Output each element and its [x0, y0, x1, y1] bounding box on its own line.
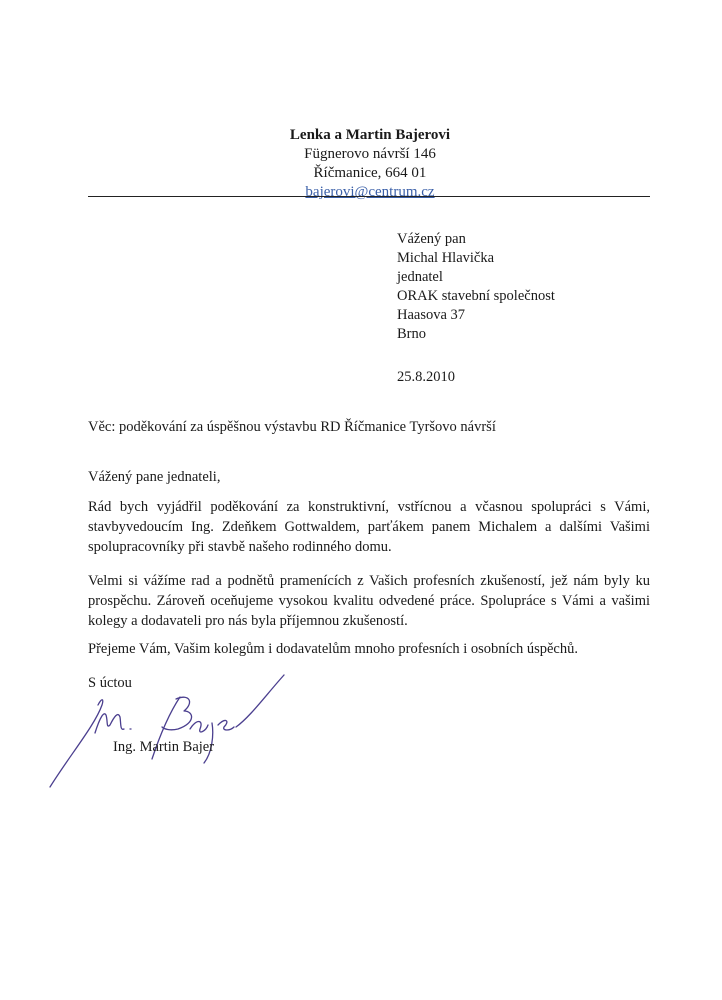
- sender-street: Fügnerovo návrší 146: [304, 146, 436, 162]
- recipient-name: Michal Hlavička: [397, 250, 495, 266]
- header-divider: [88, 196, 650, 197]
- recipient-city: Brno: [397, 326, 426, 342]
- sender-email-link[interactable]: bajerovi@centrum.cz: [305, 184, 435, 200]
- body-paragraph-3: Přejeme Vám, Vašim kolegům i dodavatelům mnoho profesních i osobních úspěchů.: [88, 641, 578, 657]
- recipient-company: ORAK stavební společnost: [397, 288, 555, 304]
- sender-block: [200, 126, 540, 202]
- recipient-role: jednatel: [397, 269, 443, 285]
- letter-subject: Věc: poděkování za úspěšnou výstavbu RD Říčmanice Tyršovo návrší: [88, 419, 496, 435]
- handwritten-signature: [40, 655, 290, 795]
- sender-name: Lenka a Martin Bajerovi: [289, 127, 451, 143]
- body-paragraph-2: Velmi si vážíme rad a podnětů pramenících z Vašich profesních zkušeností, jež nám byly ku prospěchu. Zároveň oceňujeme vysokou kvalitu odvedené práce. Spolupráce s Vámi a vašimi kolegy a dodavateli pro nás byla příjemnou zkušeností.: [88, 573, 650, 629]
- recipient-greeting: Vážený pan: [397, 231, 466, 247]
- letter-salutation: Vážený pane jednateli,: [88, 469, 221, 485]
- sender-city: Říčmanice, 664 01: [313, 165, 427, 181]
- recipient-block: [397, 230, 555, 344]
- body-paragraph-1: Rád bych vyjádřil poděkování za konstruktivní, vstřícnou a včasnou spolupráci s Vámi, stavbyvedoucím Ing. Zdeňkem Gottwaldem, parťákem panem Michalem a dalšími Vašimi spolupracovníky při stavbě našeho rodinného domu.: [88, 499, 650, 555]
- letter-closing: S úctou: [88, 675, 132, 691]
- recipient-street: Haasova 37: [397, 307, 466, 323]
- signer-name: Ing. Martin Bajer: [113, 739, 215, 755]
- letter-date: 25.8.2010: [397, 369, 455, 385]
